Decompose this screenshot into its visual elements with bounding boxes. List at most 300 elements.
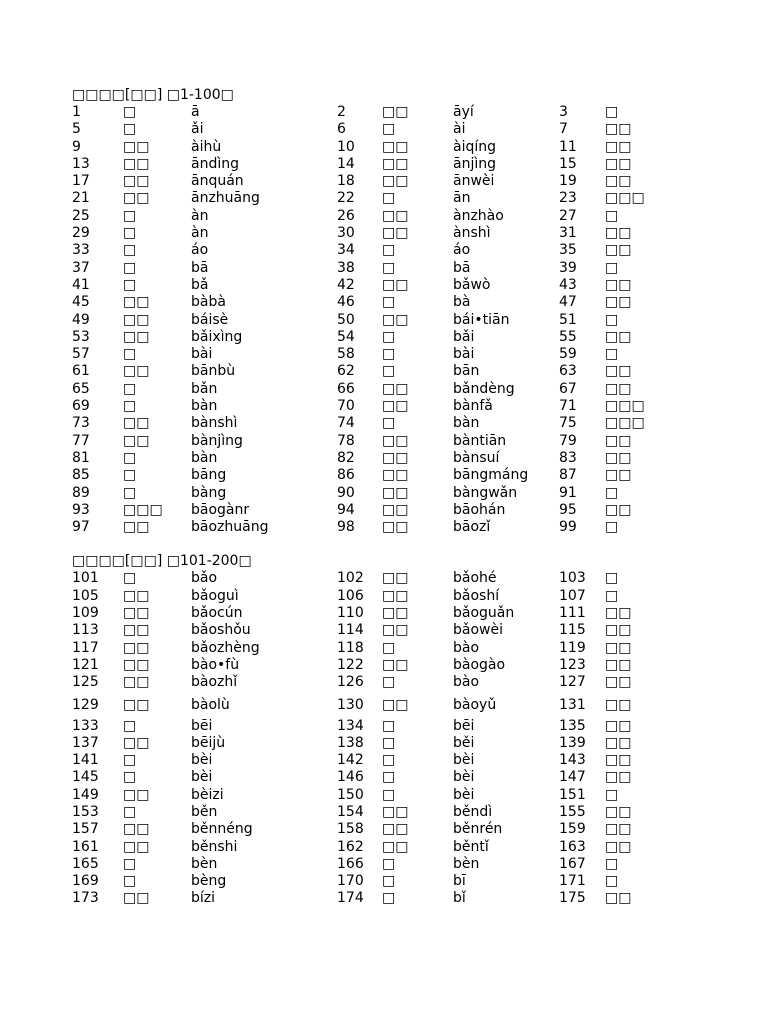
entry-number: 82 xyxy=(337,449,355,466)
entry-number: 123 xyxy=(559,656,586,673)
section-title: □□□□[□□] □1-100□ xyxy=(72,87,234,103)
entry-hanzi: □□ xyxy=(123,587,150,604)
entry-number: 13 xyxy=(72,155,90,172)
entry-pinyin: bèi xyxy=(453,752,475,769)
entry-hanzi: □ xyxy=(382,415,396,432)
entry-hanzi: □ xyxy=(382,769,396,786)
entry-hanzi: □□ xyxy=(382,821,409,838)
entry-number: 3 xyxy=(559,104,568,120)
entry-hanzi: □□ xyxy=(123,656,150,673)
entry-pinyin: bā xyxy=(453,259,471,276)
entry-number: 106 xyxy=(337,587,364,604)
entry-pinyin: bāng xyxy=(191,467,227,484)
entry-pinyin: ānwèi xyxy=(453,173,495,190)
entry-number: 37 xyxy=(72,259,90,276)
entry-hanzi: □□ xyxy=(382,449,409,466)
entry-hanzi: □□ xyxy=(605,605,632,622)
entry-pinyin: bèi xyxy=(191,752,213,769)
entry-hanzi: □□ xyxy=(605,696,632,713)
vocab-row xyxy=(72,242,692,259)
entry-number: 91 xyxy=(559,484,577,501)
entry-number: 173 xyxy=(72,890,99,907)
vocab-section-2 xyxy=(72,552,692,907)
entry-hanzi: □□ xyxy=(605,242,632,259)
entry-number: 99 xyxy=(559,519,577,536)
entry-pinyin: běntǐ xyxy=(453,838,489,855)
entry-pinyin: bái•tiān xyxy=(453,311,510,328)
entry-number: 169 xyxy=(72,873,99,890)
entry-number: 10 xyxy=(337,138,355,155)
entry-number: 90 xyxy=(337,484,355,501)
entry-number: 131 xyxy=(559,696,586,713)
entry-hanzi: □□□ xyxy=(605,398,645,415)
entry-pinyin: bàntiān xyxy=(453,432,507,449)
entry-hanzi: □□ xyxy=(605,717,632,734)
entry-pinyin: bèizi xyxy=(191,786,224,803)
entry-number: 134 xyxy=(337,717,364,734)
entry-number: 47 xyxy=(559,294,577,311)
entry-hanzi: □□ xyxy=(123,155,150,172)
entry-pinyin: bǎoshǒu xyxy=(191,622,251,639)
vocab-row xyxy=(72,208,692,225)
entry-hanzi: □ xyxy=(123,873,137,890)
entry-number: 41 xyxy=(72,276,90,293)
entry-pinyin: bǎ xyxy=(191,276,209,293)
entry-number: 105 xyxy=(72,587,99,604)
entry-pinyin: bízi xyxy=(191,890,216,907)
entry-number: 25 xyxy=(72,207,90,224)
entry-pinyin: bāozhuāng xyxy=(191,519,269,536)
entry-number: 73 xyxy=(72,415,90,432)
entry-number: 49 xyxy=(72,311,90,328)
entry-pinyin: ā xyxy=(191,104,200,120)
entry-number: 42 xyxy=(337,276,355,293)
entry-hanzi: □ xyxy=(382,190,396,207)
entry-pinyin: bàngwǎn xyxy=(453,484,518,501)
entry-hanzi: □□ xyxy=(382,587,409,604)
entry-hanzi: □□ xyxy=(123,519,150,536)
entry-number: 57 xyxy=(72,346,90,363)
vocab-row xyxy=(72,398,692,415)
entry-hanzi: □ xyxy=(123,570,137,587)
entry-number: 174 xyxy=(337,890,364,907)
entry-pinyin: àn xyxy=(191,207,209,224)
entry-hanzi: □ xyxy=(382,786,396,803)
entry-number: 58 xyxy=(337,346,355,363)
entry-number: 135 xyxy=(559,717,586,734)
entry-hanzi: □□ xyxy=(605,363,632,380)
entry-hanzi: □□ xyxy=(123,432,150,449)
entry-number: 87 xyxy=(559,467,577,484)
entry-pinyin: bàn xyxy=(453,415,480,432)
entry-pinyin: bǎoguì xyxy=(191,587,239,604)
entry-hanzi: □□□ xyxy=(605,190,645,207)
entry-pinyin: bàozhǐ xyxy=(191,674,238,691)
entry-number: 17 xyxy=(72,173,90,190)
entry-hanzi: □□ xyxy=(123,173,150,190)
entry-number: 86 xyxy=(337,467,355,484)
entry-number: 9 xyxy=(72,138,81,155)
entry-pinyin: bǎn xyxy=(191,380,218,397)
entry-hanzi: □ xyxy=(605,786,619,803)
entry-hanzi: □□ xyxy=(605,155,632,172)
entry-number: 163 xyxy=(559,838,586,855)
entry-pinyin: bàogào xyxy=(453,656,506,673)
entry-hanzi: □ xyxy=(382,294,396,311)
entry-hanzi: □□ xyxy=(123,363,150,380)
vocab-row xyxy=(72,674,692,691)
entry-hanzi: □□ xyxy=(605,734,632,751)
entry-pinyin: ài xyxy=(453,121,466,138)
entry-number: 161 xyxy=(72,838,99,855)
entry-hanzi: □□ xyxy=(382,570,409,587)
entry-hanzi: □□□ xyxy=(123,501,163,518)
entry-pinyin: bà xyxy=(453,294,471,311)
entry-hanzi: □□ xyxy=(123,605,150,622)
entry-number: 45 xyxy=(72,294,90,311)
vocabulary-document xyxy=(72,86,692,908)
entry-number: 69 xyxy=(72,398,90,415)
entry-hanzi: □□ xyxy=(382,656,409,673)
vocab-row xyxy=(72,225,692,242)
entry-pinyin: bāohán xyxy=(453,501,506,518)
entry-hanzi: □□ xyxy=(382,501,409,518)
entry-number: 77 xyxy=(72,432,90,449)
entry-pinyin: bàng xyxy=(191,484,227,501)
entry-hanzi: □ xyxy=(382,346,396,363)
entry-hanzi: □□ xyxy=(605,467,632,484)
vocab-row xyxy=(72,804,692,821)
entry-hanzi: □□ xyxy=(605,432,632,449)
vocab-row xyxy=(72,139,692,156)
entry-hanzi: □ xyxy=(382,674,396,691)
entry-pinyin: bàoyǔ xyxy=(453,696,497,713)
entry-pinyin: bèi xyxy=(191,769,213,786)
vocab-row xyxy=(72,260,692,277)
vocab-row xyxy=(72,104,692,121)
entry-pinyin: bǎoguǎn xyxy=(453,605,515,622)
entry-pinyin: bī xyxy=(453,873,466,890)
entry-number: 22 xyxy=(337,190,355,207)
entry-number: 94 xyxy=(337,501,355,518)
entry-pinyin: bànjìng xyxy=(191,432,243,449)
entry-hanzi: □□ xyxy=(123,622,150,639)
entry-hanzi: □□ xyxy=(123,786,150,803)
entry-hanzi: □□ xyxy=(382,207,409,224)
entry-pinyin: bànsuí xyxy=(453,449,500,466)
entry-number: 97 xyxy=(72,519,90,536)
entry-hanzi: □□ xyxy=(382,225,409,242)
entry-number: 130 xyxy=(337,696,364,713)
entry-pinyin: bàolù xyxy=(191,696,230,713)
entry-number: 165 xyxy=(72,855,99,872)
entry-pinyin: àn xyxy=(191,225,209,242)
vocab-row xyxy=(72,657,692,674)
entry-number: 113 xyxy=(72,622,99,639)
vocab-row xyxy=(72,769,692,786)
entry-pinyin: ānjìng xyxy=(453,155,496,172)
vocab-row xyxy=(72,890,692,907)
vocab-section-1 xyxy=(72,86,692,536)
entry-number: 129 xyxy=(72,696,99,713)
entry-number: 26 xyxy=(337,207,355,224)
entry-number: 74 xyxy=(337,415,355,432)
entry-hanzi: □□ xyxy=(382,838,409,855)
entry-number: 158 xyxy=(337,821,364,838)
entry-hanzi: □ xyxy=(605,570,619,587)
entry-pinyin: ànshì xyxy=(453,225,491,242)
entry-hanzi: □ xyxy=(123,346,137,363)
entry-number: 75 xyxy=(559,415,577,432)
vocab-row xyxy=(72,294,692,311)
entry-hanzi: □□ xyxy=(605,501,632,518)
entry-hanzi: □ xyxy=(605,346,619,363)
entry-number: 30 xyxy=(337,225,355,242)
entry-hanzi: □ xyxy=(605,484,619,501)
entry-number: 54 xyxy=(337,328,355,345)
vocab-row xyxy=(72,519,692,536)
entry-hanzi: □□ xyxy=(382,605,409,622)
entry-pinyin: bǎo xyxy=(191,570,218,587)
entry-pinyin: bēi xyxy=(191,717,213,734)
entry-hanzi: □□ xyxy=(605,838,632,855)
vocab-row xyxy=(72,752,692,769)
entry-hanzi: □ xyxy=(382,734,396,751)
entry-hanzi: □ xyxy=(382,328,396,345)
entry-number: 15 xyxy=(559,155,577,172)
entry-pinyin: bàbà xyxy=(191,294,226,311)
entry-hanzi: □ xyxy=(123,276,137,293)
entry-number: 85 xyxy=(72,467,90,484)
entry-number: 31 xyxy=(559,225,577,242)
vocab-row xyxy=(72,277,692,294)
entry-number: 107 xyxy=(559,587,586,604)
entry-pinyin: bài xyxy=(191,346,213,363)
entry-number: 65 xyxy=(72,380,90,397)
entry-number: 162 xyxy=(337,838,364,855)
entry-number: 95 xyxy=(559,501,577,518)
entry-number: 157 xyxy=(72,821,99,838)
vocab-row xyxy=(72,156,692,173)
entry-pinyin: bǎndèng xyxy=(453,380,515,397)
entry-hanzi: □□ xyxy=(382,696,409,713)
entry-pinyin: bǎwò xyxy=(453,276,491,293)
entry-hanzi: □□ xyxy=(605,890,632,907)
vocab-row xyxy=(72,570,692,587)
entry-number: 89 xyxy=(72,484,90,501)
vocab-row xyxy=(72,346,692,363)
entry-number: 59 xyxy=(559,346,577,363)
entry-number: 71 xyxy=(559,398,577,415)
vocab-row xyxy=(72,415,692,432)
entry-hanzi: □ xyxy=(123,380,137,397)
entry-hanzi: □ xyxy=(382,259,396,276)
entry-number: 61 xyxy=(72,363,90,380)
entry-pinyin: bēi xyxy=(453,717,475,734)
entry-number: 51 xyxy=(559,311,577,328)
entry-hanzi: □ xyxy=(382,121,396,138)
entry-hanzi: □□ xyxy=(605,294,632,311)
entry-number: 143 xyxy=(559,752,586,769)
entry-number: 159 xyxy=(559,821,586,838)
entry-hanzi: □□ xyxy=(605,328,632,345)
entry-pinyin: àihù xyxy=(191,138,222,155)
entry-number: 142 xyxy=(337,752,364,769)
entry-hanzi: □□ xyxy=(382,104,409,120)
entry-hanzi: □ xyxy=(123,467,137,484)
vocab-row xyxy=(72,450,692,467)
vocab-row xyxy=(72,692,692,718)
entry-pinyin: bāogànr xyxy=(191,501,250,518)
entry-number: 141 xyxy=(72,752,99,769)
entry-number: 66 xyxy=(337,380,355,397)
entry-hanzi: □□ xyxy=(605,656,632,673)
entry-number: 121 xyxy=(72,656,99,673)
entry-hanzi: □ xyxy=(605,587,619,604)
entry-hanzi: □□ xyxy=(123,890,150,907)
vocab-rows xyxy=(72,570,692,907)
entry-number: 19 xyxy=(559,173,577,190)
entry-hanzi: □□ xyxy=(382,155,409,172)
entry-number: 27 xyxy=(559,207,577,224)
vocab-row xyxy=(72,173,692,190)
entry-number: 55 xyxy=(559,328,577,345)
entry-hanzi: □ xyxy=(605,207,619,224)
entry-number: 151 xyxy=(559,786,586,803)
entry-number: 5 xyxy=(72,121,81,138)
entry-hanzi: □□ xyxy=(382,173,409,190)
entry-number: 127 xyxy=(559,674,586,691)
entry-hanzi: □ xyxy=(605,519,619,536)
entry-hanzi: □ xyxy=(123,717,137,734)
vocab-row xyxy=(72,787,692,804)
entry-hanzi: □□ xyxy=(382,622,409,639)
entry-number: 43 xyxy=(559,276,577,293)
entry-hanzi: □□ xyxy=(605,821,632,838)
vocab-row xyxy=(72,839,692,856)
entry-hanzi: □ xyxy=(123,855,137,872)
entry-hanzi: □ xyxy=(382,855,396,872)
vocab-row xyxy=(72,502,692,519)
entry-hanzi: □□ xyxy=(605,769,632,786)
entry-hanzi: □□ xyxy=(605,622,632,639)
entry-pinyin: bào•fù xyxy=(191,656,240,673)
entry-hanzi: □□ xyxy=(382,432,409,449)
entry-number: 110 xyxy=(337,605,364,622)
entry-number: 35 xyxy=(559,242,577,259)
entry-number: 93 xyxy=(72,501,90,518)
vocab-row xyxy=(72,735,692,752)
entry-hanzi: □□ xyxy=(123,639,150,656)
vocab-rows xyxy=(72,104,692,536)
entry-number: 18 xyxy=(337,173,355,190)
entry-pinyin: bànfǎ xyxy=(453,398,493,415)
entry-pinyin: bǎi xyxy=(453,328,475,345)
entry-number: 29 xyxy=(72,225,90,242)
vocab-row xyxy=(72,312,692,329)
entry-pinyin: àiqíng xyxy=(453,138,497,155)
entry-hanzi: □□ xyxy=(123,328,150,345)
entry-hanzi: □ xyxy=(123,225,137,242)
entry-hanzi: □□ xyxy=(605,380,632,397)
entry-hanzi: □□ xyxy=(123,821,150,838)
entry-number: 63 xyxy=(559,363,577,380)
entry-number: 155 xyxy=(559,803,586,820)
entry-hanzi: □□ xyxy=(605,225,632,242)
entry-hanzi: □□ xyxy=(123,138,150,155)
entry-number: 21 xyxy=(72,190,90,207)
entry-number: 126 xyxy=(337,674,364,691)
entry-hanzi: □□ xyxy=(123,415,150,432)
entry-number: 145 xyxy=(72,769,99,786)
entry-pinyin: bān xyxy=(453,363,480,380)
entry-hanzi: □ xyxy=(123,259,137,276)
entry-pinyin: ānzhuāng xyxy=(191,190,260,207)
vocab-row xyxy=(72,329,692,346)
entry-number: 166 xyxy=(337,855,364,872)
entry-number: 137 xyxy=(72,734,99,751)
entry-number: 67 xyxy=(559,380,577,397)
vocab-row xyxy=(72,121,692,138)
vocab-row xyxy=(72,856,692,873)
entry-number: 101 xyxy=(72,570,99,587)
entry-pinyin: āndìng xyxy=(191,155,239,172)
entry-number: 46 xyxy=(337,294,355,311)
vocab-row xyxy=(72,821,692,838)
entry-pinyin: bāngmáng xyxy=(453,467,529,484)
entry-number: 115 xyxy=(559,622,586,639)
entry-hanzi: □ xyxy=(123,449,137,466)
entry-number: 98 xyxy=(337,519,355,536)
entry-number: 139 xyxy=(559,734,586,751)
entry-hanzi: □ xyxy=(382,890,396,907)
entry-hanzi: □□ xyxy=(123,294,150,311)
entry-pinyin: ànzhào xyxy=(453,207,504,224)
entry-number: 114 xyxy=(337,622,364,639)
entry-number: 171 xyxy=(559,873,586,890)
entry-number: 153 xyxy=(72,803,99,820)
entry-hanzi: □□ xyxy=(605,449,632,466)
entry-number: 62 xyxy=(337,363,355,380)
vocab-row xyxy=(72,588,692,605)
vocab-row xyxy=(72,467,692,484)
entry-hanzi: □□ xyxy=(605,674,632,691)
entry-pinyin: bǎoshí xyxy=(453,587,500,604)
entry-hanzi: □ xyxy=(382,363,396,380)
entry-hanzi: □□ xyxy=(123,696,150,713)
entry-hanzi: □ xyxy=(123,104,137,120)
entry-number: 53 xyxy=(72,328,90,345)
entry-pinyin: běnnéng xyxy=(191,821,253,838)
entry-hanzi: □□ xyxy=(605,138,632,155)
entry-pinyin: bǎozhèng xyxy=(191,639,260,656)
entry-hanzi: □□□ xyxy=(605,415,645,432)
entry-pinyin: āyí xyxy=(453,104,474,120)
vocab-row xyxy=(72,718,692,735)
entry-hanzi: □ xyxy=(123,803,137,820)
entry-number: 33 xyxy=(72,242,90,259)
entry-number: 125 xyxy=(72,674,99,691)
entry-hanzi: □ xyxy=(382,752,396,769)
entry-pinyin: ān xyxy=(453,190,471,207)
entry-number: 11 xyxy=(559,138,577,155)
entry-hanzi: □□ xyxy=(605,276,632,293)
entry-hanzi: □□ xyxy=(605,173,632,190)
entry-hanzi: □ xyxy=(123,484,137,501)
entry-pinyin: báisè xyxy=(191,311,229,328)
entry-hanzi: □□ xyxy=(123,838,150,855)
vocab-row xyxy=(72,433,692,450)
